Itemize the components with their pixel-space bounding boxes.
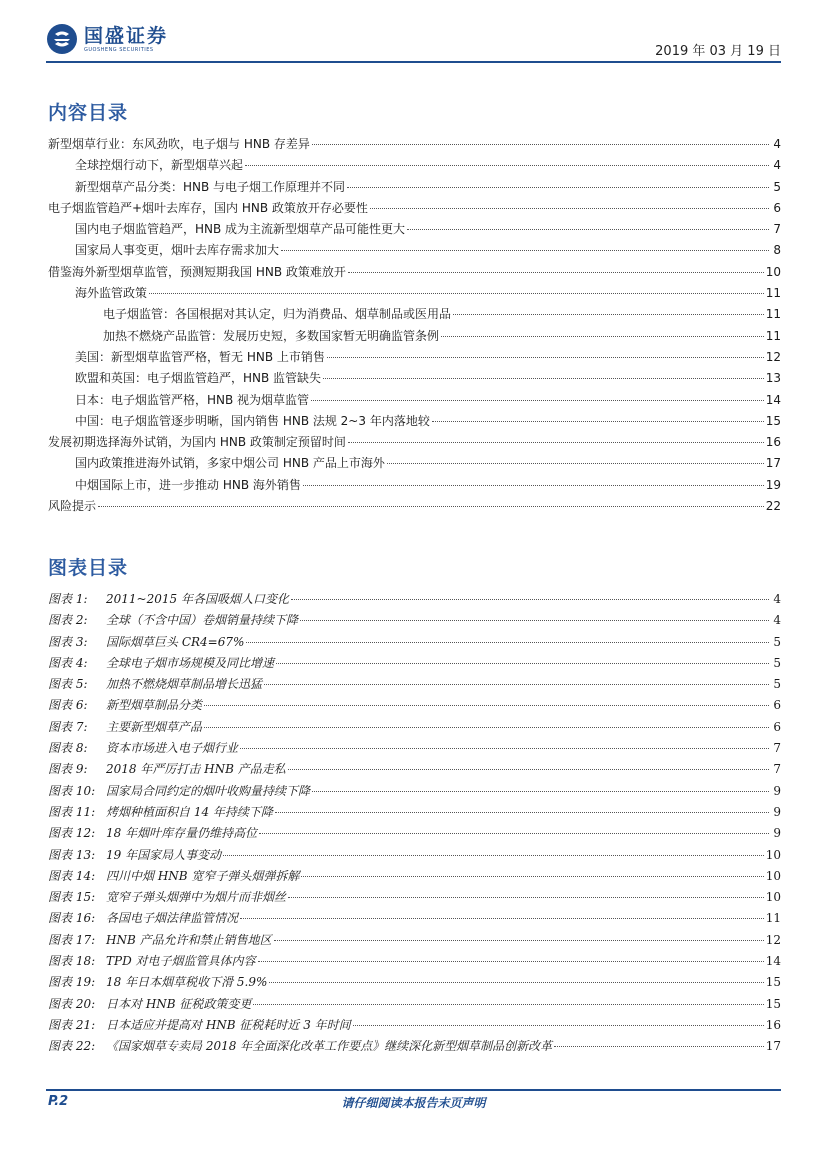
figure-entry[interactable] <box>48 908 781 929</box>
dot-leader <box>253 1004 763 1005</box>
dot-leader <box>98 506 764 507</box>
figure-label: 图表 13: <box>48 847 96 862</box>
dot-leader <box>291 599 769 600</box>
page-number: P.2 <box>48 1094 69 1109</box>
toc-entry-page: 11 <box>765 286 781 301</box>
figure-entry-page: 10 <box>765 868 781 883</box>
toc-entry[interactable] <box>48 198 781 219</box>
figure-entry-page: 16 <box>765 1017 781 1032</box>
dot-leader <box>245 165 769 166</box>
figure-label: 图表 16: <box>48 911 96 926</box>
figure-entry[interactable] <box>48 845 781 866</box>
toc-entry[interactable] <box>48 177 781 198</box>
toc-entry-page: 16 <box>765 435 781 450</box>
toc-entry-page: 22 <box>765 499 781 514</box>
toc-title: 内容目录 <box>48 102 129 124</box>
dot-leader <box>312 791 769 792</box>
toc-entry-page: 5 <box>773 179 781 194</box>
figure-label: 图表 3: <box>48 634 88 649</box>
dot-leader <box>288 897 764 898</box>
figure-caption: 主要新型烟草产品 <box>106 719 203 734</box>
figure-label: 图表 11: <box>48 804 96 819</box>
figure-entry-title <box>48 759 286 780</box>
toc-entry-title: 国家局人事变更，烟叶去库存需求加大 <box>75 243 280 258</box>
dot-leader <box>432 421 764 422</box>
figure-entry-page: 4 <box>773 613 781 628</box>
toc-entry-page: 17 <box>765 456 781 471</box>
figure-caption: 18 年日本烟草税收下滑 5.9% <box>106 975 268 990</box>
figure-entry-title <box>48 930 272 951</box>
figure-entry-title <box>48 972 267 993</box>
dot-leader <box>204 705 769 706</box>
figure-entry-title <box>48 802 273 823</box>
figure-entry[interactable] <box>48 695 781 716</box>
toc-entry[interactable] <box>48 368 781 389</box>
toc-entry-title: 发展初期选择海外试销，为国内 HNB 政策制定预留时间 <box>48 435 346 450</box>
toc-entry-page: 11 <box>765 307 781 322</box>
figure-caption: 烤烟种植面积自 14 年持续下降 <box>106 804 273 819</box>
toc-entry-page: 11 <box>765 328 781 343</box>
toc-entry-title: 中国：电子烟监管逐步明晰，国内销售 HNB 法规 2~3 年内落地较 <box>75 413 430 428</box>
toc-entry[interactable] <box>48 432 781 453</box>
toc-entry-title: 国内电子烟监管趋严，HNB 成为主流新型烟草产品可能性更大 <box>75 222 406 237</box>
dot-leader <box>258 961 764 962</box>
figure-entry[interactable] <box>48 994 781 1015</box>
figure-label: 图表 4: <box>48 655 88 670</box>
figure-entry-page: 11 <box>765 911 781 926</box>
toc-entry[interactable] <box>48 411 781 432</box>
figure-label: 图表 5: <box>48 677 88 692</box>
figure-entry-title <box>48 908 238 929</box>
figure-entry[interactable] <box>48 717 781 738</box>
dot-leader <box>288 769 769 770</box>
figure-entry[interactable] <box>48 759 781 780</box>
dot-leader <box>311 400 764 401</box>
figure-caption: TPD 对电子烟监管具体内容 <box>106 954 256 969</box>
dot-leader <box>353 1025 764 1026</box>
figure-caption: 四川中烟 HNB 宽窄子弹头烟弹拆解 <box>106 868 300 883</box>
figure-entry[interactable] <box>48 632 781 653</box>
dot-leader <box>281 250 769 251</box>
figure-caption: 《国家烟草专卖局 2018 年全面深化改革工作要点》继续深化新型烟草制品创新改革 <box>106 1039 553 1054</box>
toc-entry[interactable] <box>48 390 781 411</box>
toc-entry-page: 19 <box>765 477 781 492</box>
figure-label: 图表 19: <box>48 975 96 990</box>
figure-caption: 2018 年严厉打击 HNB 产品走私 <box>106 762 286 777</box>
figure-entry-title <box>48 887 286 908</box>
figure-caption: 各国电子烟法律监管情况 <box>106 911 239 926</box>
figure-entry-title <box>48 866 299 887</box>
figure-label: 图表 17: <box>48 932 96 947</box>
figure-caption: 18 年烟叶库存量仍维持高位 <box>106 826 258 841</box>
figure-entry-title <box>48 951 256 972</box>
toc-entry-title: 电子烟监管：各国根据对其认定，归为消费品、烟草制品或医用品 <box>103 307 452 322</box>
toc-entry[interactable] <box>48 219 781 240</box>
figure-caption: 新型烟草制品分类 <box>106 698 203 713</box>
figure-entry-page: 5 <box>773 655 781 670</box>
figure-entry-title <box>48 589 289 610</box>
dot-leader <box>264 684 769 685</box>
toc-entry-title: 国内政策推进海外试销，多家中烟公司 HNB 产品上市海外 <box>75 456 385 471</box>
toc-entry[interactable] <box>48 475 781 496</box>
dot-leader <box>240 918 764 919</box>
figure-entry[interactable] <box>48 653 781 674</box>
figure-entry-page: 17 <box>765 1039 781 1054</box>
figure-caption: 国家局合同约定的烟叶收购量持续下降 <box>106 783 311 798</box>
figure-entry[interactable] <box>48 802 781 823</box>
dot-leader <box>303 485 764 486</box>
figure-entry[interactable] <box>48 887 781 908</box>
dot-leader <box>370 208 769 209</box>
toc-entry-title: 海外监管政策 <box>75 286 148 301</box>
toc-entry[interactable] <box>48 347 781 368</box>
figure-entry-page: 7 <box>773 741 781 756</box>
figure-entry-title <box>48 845 221 866</box>
figure-entry[interactable] <box>48 866 781 887</box>
toc-entry[interactable] <box>48 283 781 304</box>
toc-entry[interactable] <box>48 262 781 283</box>
figure-caption: 资本市场进入电子烟行业 <box>106 741 239 756</box>
toc-entry-title: 新型烟草行业：东风劲吹，电子烟与 HNB 存差异 <box>48 137 310 151</box>
toc-entry-title: 日本：电子烟监管严格，HNB 视为烟草监管 <box>75 392 310 407</box>
toc-entry-title: 欧盟和英国：电子烟监管趋严，HNB 监管缺失 <box>75 371 322 386</box>
figure-caption: 日本对 HNB 征税政策变更 <box>106 996 252 1011</box>
figure-entry-title <box>48 610 298 631</box>
figure-entry-title <box>48 1036 552 1057</box>
dot-leader <box>275 812 769 813</box>
figure-entry-page: 9 <box>773 826 781 841</box>
toc-entry-title: 新型烟草产品分类：HNB 与电子烟工作原理并不同 <box>75 179 346 194</box>
toc-entry[interactable] <box>48 326 781 347</box>
toc-entry-title: 加热不燃烧产品监管：发展历史短，多数国家暂无明确监管条例 <box>103 328 440 343</box>
dot-leader <box>327 357 764 358</box>
figure-entry-page: 15 <box>765 975 781 990</box>
toc-entry-title: 借鉴海外新型烟草监管，预测短期我国 HNB 政策难放开 <box>48 264 346 279</box>
dot-leader <box>441 336 764 337</box>
figure-entry[interactable] <box>48 1015 781 1036</box>
toc-entry-title: 电子烟监管趋严+烟叶去库存，国内 HNB 政策放开存必要性 <box>48 200 368 215</box>
figure-entry-page: 15 <box>765 996 781 1011</box>
figure-entry-title <box>48 674 262 695</box>
figure-entry-title <box>48 695 202 716</box>
report-date: 2019 年 03 月 19 日 <box>655 44 781 59</box>
dot-leader <box>453 314 764 315</box>
toc-entry-page: 4 <box>773 137 781 151</box>
toc-entry-title: 全球控烟行动下，新型烟草兴起 <box>75 158 244 173</box>
toc-entry[interactable] <box>48 134 781 155</box>
figure-entry[interactable] <box>48 823 781 844</box>
figure-entry-title <box>48 781 310 802</box>
dot-leader <box>276 663 769 664</box>
figure-label: 图表 20: <box>48 996 96 1011</box>
figures-list <box>48 589 781 1058</box>
toc-entry-page: 14 <box>765 392 781 407</box>
dot-leader <box>223 855 764 856</box>
figure-caption: 全球（不含中国）卷烟销量持续下降 <box>106 613 299 628</box>
dot-leader <box>301 876 763 877</box>
disclaimer-note: 请仔细阅读本报告末页声明 <box>341 1096 486 1110</box>
figure-label: 图表 7: <box>48 719 88 734</box>
toc-entry-page: 6 <box>773 200 781 215</box>
figure-entry[interactable] <box>48 951 781 972</box>
figure-caption: HNB 产品允许和禁止销售地区 <box>106 932 272 947</box>
figure-caption: 日本适应并提高对 HNB 征税耗时近 3 年时间 <box>106 1017 351 1032</box>
figure-label: 图表 10: <box>48 783 96 798</box>
figure-entry-title <box>48 632 244 653</box>
figure-caption: 2011~2015 年各国吸烟人口变化 <box>106 592 289 606</box>
toc-entry-page: 8 <box>773 243 781 258</box>
footer-divider <box>46 1089 781 1091</box>
toc-entry[interactable] <box>48 240 781 261</box>
dot-leader <box>259 833 769 834</box>
figure-caption: 加热不燃烧烟草制品增长迅猛 <box>106 677 263 692</box>
figure-entry-page: 5 <box>773 677 781 692</box>
figure-entry-title <box>48 653 274 674</box>
logo-text: 国盛证券 <box>84 24 169 47</box>
toc-entry-title: 中烟国际上市，进一步推动 HNB 海外销售 <box>75 477 301 492</box>
dot-leader <box>554 1046 764 1047</box>
figure-entry-page: 6 <box>773 719 781 734</box>
dot-leader <box>407 229 769 230</box>
figure-label: 图表 1: <box>48 592 88 606</box>
figure-label: 图表 9: <box>48 762 88 777</box>
company-logo <box>46 23 168 55</box>
figure-entry-page: 4 <box>773 592 781 606</box>
figure-label: 图表 18: <box>48 954 96 969</box>
dot-leader <box>204 727 769 728</box>
figure-entry[interactable] <box>48 972 781 993</box>
figure-label: 图表 2: <box>48 613 88 628</box>
figure-entry[interactable] <box>48 589 781 610</box>
figure-label: 图表 22: <box>48 1039 96 1054</box>
dot-leader <box>387 463 764 464</box>
figure-entry[interactable] <box>48 610 781 631</box>
figure-entry-page: 9 <box>773 804 781 819</box>
dot-leader <box>347 187 769 188</box>
logo-icon <box>46 23 78 55</box>
dot-leader <box>300 620 769 621</box>
figure-entry-title <box>48 994 251 1015</box>
toc-entry-title: 美国：新型烟草监管严格，暂无 HNB 上市销售 <box>75 349 325 364</box>
figure-entry[interactable] <box>48 930 781 951</box>
figure-entry-page: 6 <box>773 698 781 713</box>
toc-entry-page: 12 <box>765 349 781 364</box>
dot-leader <box>312 144 769 145</box>
toc-entry-page: 13 <box>765 371 781 386</box>
figure-entry-title <box>48 823 257 844</box>
figure-entry-page: 7 <box>773 762 781 777</box>
toc-entry-page: 10 <box>765 264 781 279</box>
figure-entry-title <box>48 1015 351 1036</box>
header-divider <box>46 61 781 63</box>
figure-entry[interactable] <box>48 738 781 759</box>
figure-label: 图表 14: <box>48 868 96 883</box>
figure-caption: 国际烟草巨头 CR4=67% <box>106 634 245 649</box>
figure-label: 图表 15: <box>48 890 96 905</box>
toc-entry[interactable] <box>48 496 781 517</box>
dot-leader <box>269 982 763 983</box>
figure-entry-page: 9 <box>773 783 781 798</box>
dot-leader <box>240 748 769 749</box>
figure-entry-title <box>48 717 202 738</box>
figure-entry-page: 10 <box>765 890 781 905</box>
figure-entry[interactable] <box>48 674 781 695</box>
toc-entry-page: 4 <box>773 158 781 173</box>
figure-label: 图表 6: <box>48 698 88 713</box>
figure-entry-page: 10 <box>765 847 781 862</box>
dot-leader <box>274 940 764 941</box>
figure-entry-page: 12 <box>765 932 781 947</box>
dot-leader <box>348 442 764 443</box>
figure-entry-page: 14 <box>765 954 781 969</box>
toc-entry[interactable] <box>48 453 781 474</box>
figure-entry[interactable] <box>48 1036 781 1057</box>
figures-title: 图表目录 <box>48 557 129 579</box>
figure-entry-title <box>48 738 238 759</box>
figure-caption: 19 年国家局人事变动 <box>106 847 222 862</box>
toc-entry[interactable] <box>48 155 781 176</box>
toc-entry[interactable] <box>48 304 781 325</box>
dot-leader <box>246 642 769 643</box>
toc-entry-title: 风险提示 <box>48 499 97 514</box>
logo-subtext: GUOSHENG SECURITIES <box>84 46 154 53</box>
figure-label: 图表 8: <box>48 741 88 756</box>
figure-label: 图表 12: <box>48 826 96 841</box>
figure-label: 图表 21: <box>48 1017 96 1032</box>
dot-leader <box>149 293 764 294</box>
toc-list <box>48 134 781 517</box>
figure-entry-page: 5 <box>773 634 781 649</box>
figure-caption: 宽窄子弹头烟弹中为烟片而非烟丝 <box>106 890 287 905</box>
toc-entry-page: 15 <box>765 413 781 428</box>
dot-leader <box>323 378 764 379</box>
dot-leader <box>348 272 764 273</box>
toc-entry-page: 7 <box>773 222 781 237</box>
figure-entry[interactable] <box>48 781 781 802</box>
figure-caption: 全球电子烟市场规模及同比增速 <box>106 655 275 670</box>
